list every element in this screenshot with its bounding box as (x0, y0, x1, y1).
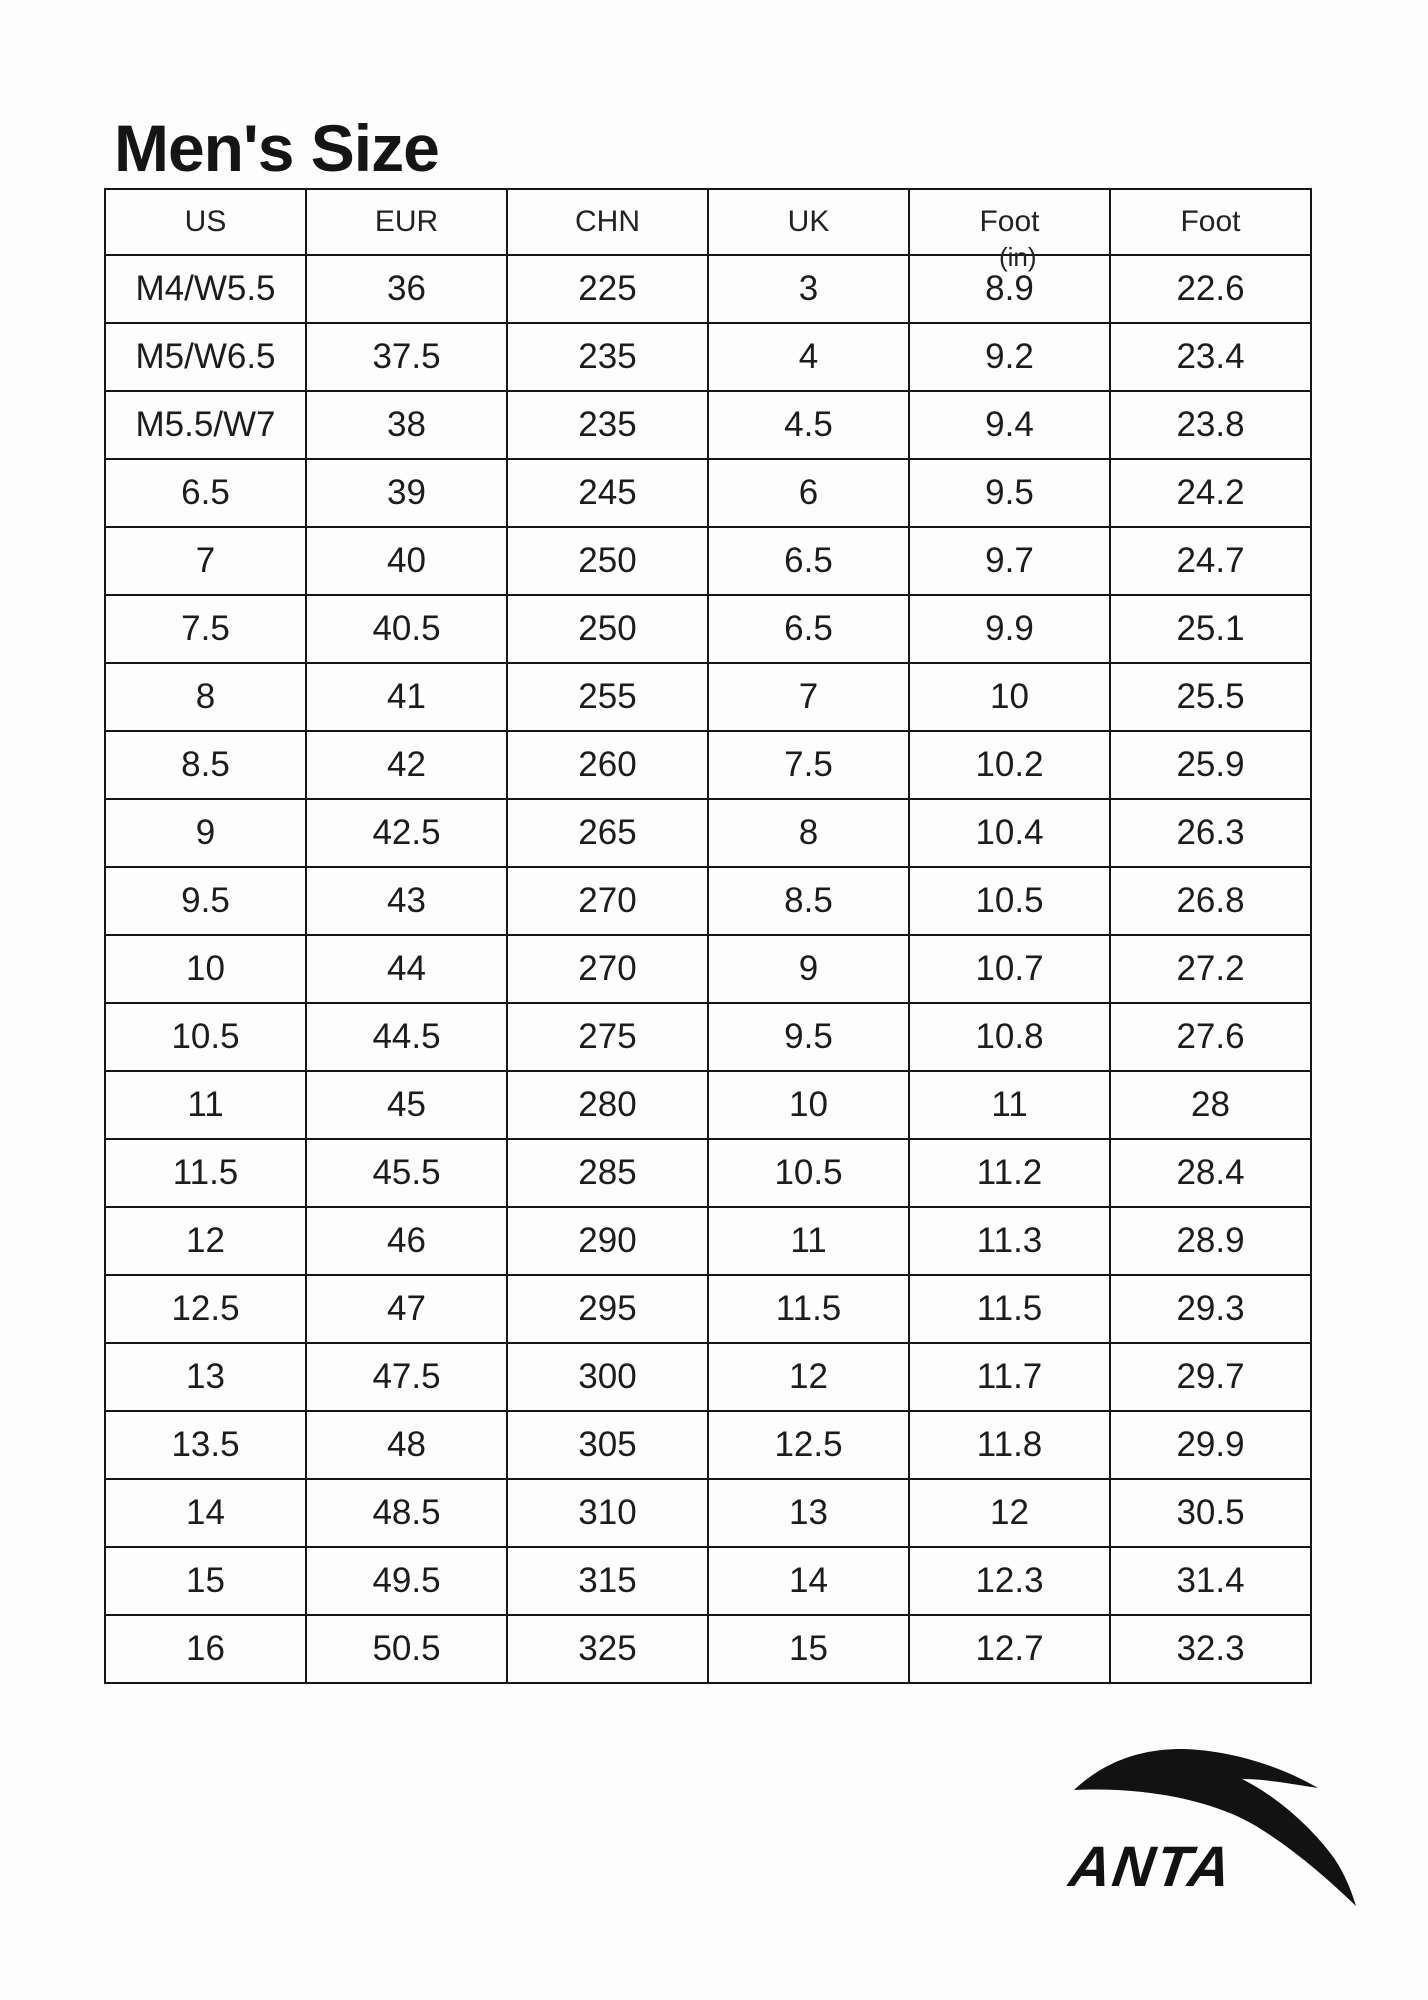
table-cell: 15 (105, 1547, 306, 1615)
table-cell: 10 (105, 935, 306, 1003)
table-row (105, 799, 1311, 867)
table-cell: 7 (708, 663, 909, 731)
table-cell: 38 (306, 391, 507, 459)
table-cell: 9.7 (909, 527, 1110, 595)
table-cell: 3 (708, 255, 909, 323)
table-cell: 10.4 (909, 799, 1110, 867)
table-cell: 11.2 (909, 1139, 1110, 1207)
table-cell: 28 (1110, 1071, 1311, 1139)
table-cell: 11 (708, 1207, 909, 1275)
table-cell: 6 (708, 459, 909, 527)
table-cell: 305 (507, 1411, 708, 1479)
table-cell: 9.5 (105, 867, 306, 935)
table-cell: 50.5 (306, 1615, 507, 1683)
table-cell: 16 (105, 1615, 306, 1683)
table-cell: 12.3 (909, 1547, 1110, 1615)
table-cell: 14 (708, 1547, 909, 1615)
table-cell: 6.5 (105, 459, 306, 527)
table-cell: 40 (306, 527, 507, 595)
table-row (105, 663, 1311, 731)
page-title: Men's Size (114, 111, 439, 186)
table-cell: 27.6 (1110, 1003, 1311, 1071)
table-cell: 11.3 (909, 1207, 1110, 1275)
table-cell: 235 (507, 391, 708, 459)
column-header-uk (708, 189, 909, 255)
table-cell: 6.5 (708, 595, 909, 663)
table-cell: 325 (507, 1615, 708, 1683)
table-cell: 49.5 (306, 1547, 507, 1615)
table-cell: 315 (507, 1547, 708, 1615)
table-row (105, 1479, 1311, 1547)
table-cell: 25.1 (1110, 595, 1311, 663)
table-cell: 4 (708, 323, 909, 391)
table-row (105, 1207, 1311, 1275)
column-header-us (105, 189, 306, 255)
table-cell: 225 (507, 255, 708, 323)
table-cell: 32.3 (1110, 1615, 1311, 1683)
table-row (105, 255, 1311, 323)
table-cell: 235 (507, 323, 708, 391)
size-table-header (105, 189, 1311, 272)
table-cell: 28.4 (1110, 1139, 1311, 1207)
table-cell: 250 (507, 527, 708, 595)
table-row (105, 391, 1311, 459)
table-cell: 11.5 (708, 1275, 909, 1343)
table-row (105, 1275, 1311, 1343)
table-cell: 8 (708, 799, 909, 867)
table-cell: 23.4 (1110, 323, 1311, 391)
table-cell: 8.5 (105, 731, 306, 799)
table-cell: 7.5 (105, 595, 306, 663)
table-cell: 11 (105, 1071, 306, 1139)
table-row (105, 731, 1311, 799)
table-cell: 40.5 (306, 595, 507, 663)
table-cell: 8.5 (708, 867, 909, 935)
table-cell: M5/W6.5 (105, 323, 306, 391)
table-cell: 285 (507, 1139, 708, 1207)
table-cell: 8.9 (909, 255, 1110, 323)
table-cell: 12 (909, 1479, 1110, 1547)
table-cell: 47 (306, 1275, 507, 1343)
table-cell: 13 (105, 1343, 306, 1411)
table-cell: 11.8 (909, 1411, 1110, 1479)
table-cell: 7 (105, 527, 306, 595)
column-header-label: US (184, 205, 227, 238)
table-cell: 4.5 (708, 391, 909, 459)
column-header-label: Foot (979, 205, 1040, 238)
table-cell: M5.5/W7 (105, 391, 306, 459)
column-header-label: EUR (374, 205, 439, 238)
table-cell: 12 (708, 1343, 909, 1411)
table-cell: 39 (306, 459, 507, 527)
table-cell: 12.7 (909, 1615, 1110, 1683)
table-cell: 31.4 (1110, 1547, 1311, 1615)
table-cell: 9.2 (909, 323, 1110, 391)
table-body (105, 255, 1311, 1683)
table-cell: 10 (708, 1071, 909, 1139)
header-row (105, 189, 1311, 255)
table-row (105, 1343, 1311, 1411)
table-row (105, 1547, 1311, 1615)
table-cell: 11.5 (105, 1139, 306, 1207)
table-cell: 265 (507, 799, 708, 867)
table-cell: 10.5 (708, 1139, 909, 1207)
table-cell: 250 (507, 595, 708, 663)
table-row (105, 323, 1311, 391)
table-cell: 310 (507, 1479, 708, 1547)
size-table (104, 188, 1312, 1684)
table-cell: 9.9 (909, 595, 1110, 663)
table-row (105, 867, 1311, 935)
table-cell: 37.5 (306, 323, 507, 391)
column-header-sub-label-clipped: (in) (998, 242, 1037, 272)
table-cell: 255 (507, 663, 708, 731)
table-cell: 29.3 (1110, 1275, 1311, 1343)
table-cell: 270 (507, 935, 708, 1003)
table-cell: 47.5 (306, 1343, 507, 1411)
table-cell: 44 (306, 935, 507, 1003)
table-cell: 280 (507, 1071, 708, 1139)
table-cell: 12.5 (708, 1411, 909, 1479)
table-cell: 12.5 (105, 1275, 306, 1343)
table-row (105, 1411, 1311, 1479)
table-cell: 7.5 (708, 731, 909, 799)
table-cell: 9.4 (909, 391, 1110, 459)
column-header-chn (507, 189, 708, 255)
table-cell: 10.7 (909, 935, 1110, 1003)
column-header-foot-cm (1110, 189, 1311, 255)
table-cell: 27.2 (1110, 935, 1311, 1003)
table-cell: 12 (105, 1207, 306, 1275)
table-cell: 28.9 (1110, 1207, 1311, 1275)
table-cell: 25.5 (1110, 663, 1311, 731)
table-cell: 10 (909, 663, 1110, 731)
column-header-foot-in (909, 189, 1110, 272)
table-cell: 13 (708, 1479, 909, 1547)
table-cell: 48.5 (306, 1479, 507, 1547)
table-cell: 9.5 (909, 459, 1110, 527)
anta-wordmark: ANTA (1065, 1835, 1237, 1899)
table-row (105, 1003, 1311, 1071)
table-cell: 42.5 (306, 799, 507, 867)
table-cell: 10.5 (909, 867, 1110, 935)
table-cell: 260 (507, 731, 708, 799)
table-row (105, 935, 1311, 1003)
table-cell: 8 (105, 663, 306, 731)
table-cell: 10.8 (909, 1003, 1110, 1071)
table-cell: 42 (306, 731, 507, 799)
table-cell: 270 (507, 867, 708, 935)
table-row (105, 595, 1311, 663)
table-cell: 9 (708, 935, 909, 1003)
table-cell: 44.5 (306, 1003, 507, 1071)
table-cell: 9 (105, 799, 306, 867)
table-cell: 30.5 (1110, 1479, 1311, 1547)
table-cell: 300 (507, 1343, 708, 1411)
table-cell: 45.5 (306, 1139, 507, 1207)
table-row (105, 1615, 1311, 1683)
table-cell: 24.7 (1110, 527, 1311, 595)
table-cell: 46 (306, 1207, 507, 1275)
column-header-label: UK (787, 205, 830, 238)
table-cell: 10.2 (909, 731, 1110, 799)
column-header-label: Foot (1180, 205, 1241, 238)
table-cell: 41 (306, 663, 507, 731)
table-cell: 11.5 (909, 1275, 1110, 1343)
table-cell: M4/W5.5 (105, 255, 306, 323)
column-header-label: CHN (575, 205, 640, 238)
table-cell: 24.2 (1110, 459, 1311, 527)
table-cell: 245 (507, 459, 708, 527)
table-cell: 10.5 (105, 1003, 306, 1071)
table-cell: 26.3 (1110, 799, 1311, 867)
table-cell: 11.7 (909, 1343, 1110, 1411)
table-row (105, 1071, 1311, 1139)
table-cell: 26.8 (1110, 867, 1311, 935)
anta-logo (1065, 1742, 1364, 1920)
table-cell: 23.8 (1110, 391, 1311, 459)
table-row (105, 1139, 1311, 1207)
table-cell: 48 (306, 1411, 507, 1479)
table-cell: 43 (306, 867, 507, 935)
table-cell: 295 (507, 1275, 708, 1343)
table-cell: 22.6 (1110, 255, 1311, 323)
table-cell: 15 (708, 1615, 909, 1683)
table-cell: 29.7 (1110, 1343, 1311, 1411)
table-cell: 45 (306, 1071, 507, 1139)
table-cell: 11 (909, 1071, 1110, 1139)
table-cell: 25.9 (1110, 731, 1311, 799)
table-cell: 6.5 (708, 527, 909, 595)
table-cell: 14 (105, 1479, 306, 1547)
table-cell: 290 (507, 1207, 708, 1275)
column-header-eur (306, 189, 507, 255)
table-row (105, 527, 1311, 595)
table-row (105, 459, 1311, 527)
table-cell: 29.9 (1110, 1411, 1311, 1479)
table-cell: 13.5 (105, 1411, 306, 1479)
table-cell: 275 (507, 1003, 708, 1071)
table-cell: 9.5 (708, 1003, 909, 1071)
table-cell: 36 (306, 255, 507, 323)
